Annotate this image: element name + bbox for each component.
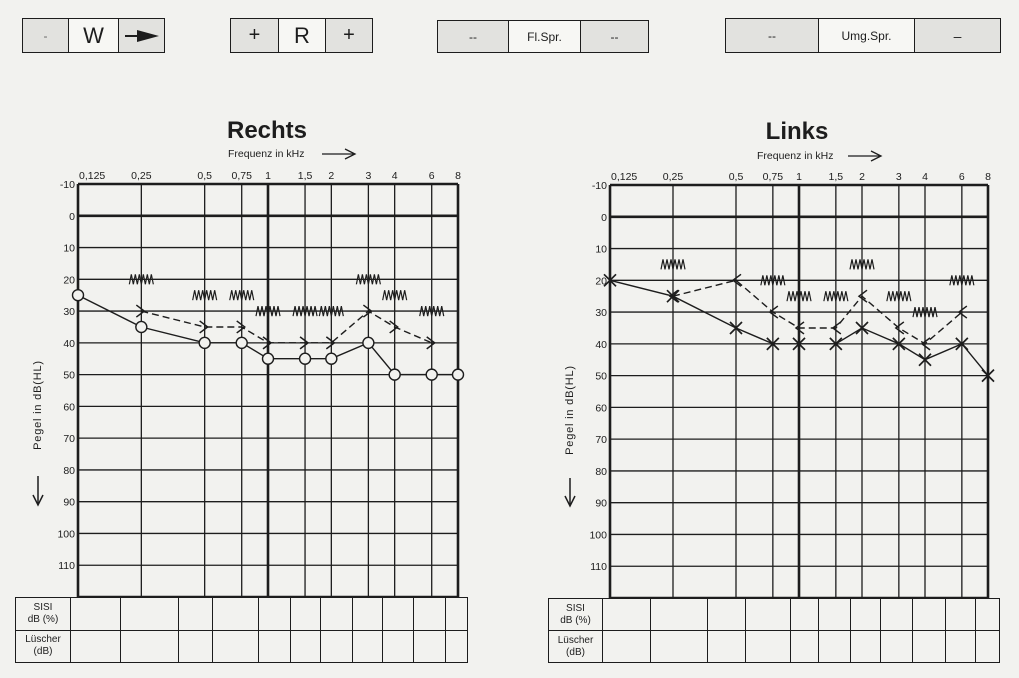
bracket-left-marker [896, 322, 904, 334]
x-tick-label: 1 [265, 170, 271, 182]
x-tick-label: 4 [391, 170, 398, 182]
audiogram-rechts-panel [32, 117, 464, 597]
audiogram-links-panel [564, 118, 994, 598]
table-value-cell [179, 631, 213, 663]
circle-marker [236, 337, 247, 348]
y-tick-label: 60 [63, 401, 75, 414]
y-tick-label: 90 [63, 496, 75, 509]
table-value-cell [603, 631, 651, 662]
table-value-cell [651, 599, 708, 630]
row-label-line2: dB (%) [560, 614, 591, 626]
table-row-label [16, 631, 71, 663]
table-value-cell [321, 631, 353, 663]
row-label-line1: SISI [566, 602, 585, 614]
table-value-cell [121, 631, 179, 663]
y-tick-label: 50 [595, 370, 607, 383]
y-tick-label: 60 [595, 402, 607, 415]
table-value-cell [71, 631, 121, 663]
x-tick-label: 2 [859, 171, 865, 183]
control-box-r-center: R [279, 19, 326, 52]
y-tick-label: 90 [595, 497, 607, 510]
y-axis-label: Pegel in dB(HL) [32, 360, 44, 450]
circle-marker [199, 337, 210, 348]
table-value-cell [291, 598, 321, 630]
x-tick-label: 0,75 [231, 170, 252, 182]
table-value-cell [746, 599, 791, 630]
sisi-luescher-table-links [548, 598, 1000, 663]
x-tick-label: 0,125 [611, 171, 638, 183]
control-box-umg-spr-right: – [915, 19, 1000, 52]
y-tick-label: 100 [589, 529, 607, 542]
control-box-fl-spr-center: Fl.Spr. [509, 21, 581, 52]
table-value-cell [708, 631, 746, 662]
control-box-fl-spr-left: -- [438, 21, 509, 52]
x-tick-label: 0,25 [662, 171, 684, 183]
circle-marker [326, 353, 337, 364]
row-label-line1: Lüscher [25, 634, 61, 646]
y-tick-label: 40 [595, 338, 607, 351]
circle-marker [389, 369, 400, 380]
x-tick-label: 0,125 [79, 170, 106, 182]
x-tick-label: 4 [922, 171, 928, 183]
table-value-cell [446, 598, 467, 630]
y-tick-label: 30 [63, 306, 75, 319]
table-row-label [549, 599, 603, 630]
y-axis-arrow-icon [33, 476, 43, 505]
y-tick-label: 20 [595, 275, 607, 288]
y-tick-label: 50 [63, 369, 75, 382]
row-label-line1: Lüscher [557, 634, 594, 646]
table-value-cell [383, 631, 414, 663]
table-value-cell [603, 599, 651, 630]
x-tick-label: 3 [895, 171, 902, 183]
control-box-r-left: + [231, 19, 279, 52]
y-tick-label: 10 [595, 243, 607, 256]
x-tick-label: 1,5 [297, 170, 313, 182]
table-value-cell [414, 631, 446, 663]
circle-marker [263, 353, 274, 364]
table-value-cell [446, 631, 467, 663]
table-row [549, 599, 999, 631]
chart-title: Rechts [226, 117, 308, 144]
sisi-luescher-table-rechts [15, 597, 468, 663]
table-value-cell [259, 598, 291, 630]
table-row-label [16, 598, 71, 630]
table-value-cell [353, 631, 383, 663]
x-tick-label: 3 [365, 170, 372, 182]
table-value-cell [121, 598, 179, 630]
table-row [549, 631, 999, 662]
x-tick-label: 1,5 [828, 171, 844, 183]
control-box-w-center: W [69, 19, 119, 52]
x-tick-label: 0,75 [762, 171, 784, 183]
control-box-umg-spr-left: -- [726, 19, 819, 52]
y-tick-label: 70 [63, 433, 75, 446]
control-box-fl-spr-right: -- [581, 21, 648, 52]
y-tick-label: 110 [58, 560, 75, 573]
table-value-cell [851, 631, 881, 662]
table-value-cell [353, 598, 383, 630]
table-value-cell [976, 599, 999, 630]
x-axis-label: Frequenz in kHz [757, 150, 834, 162]
x-tick-label: 0,5 [197, 170, 212, 182]
control-box-umg-spr-center: Umg.Spr. [819, 19, 915, 52]
y-tick-label: 100 [57, 528, 75, 541]
y-tick-label: -10 [59, 179, 75, 191]
table-value-cell [213, 631, 259, 663]
bracket-left-marker [833, 322, 841, 334]
x-tick-label: 6 [958, 171, 965, 183]
circle-marker [426, 369, 437, 380]
x-axis-arrow-icon [848, 151, 881, 161]
table-value-cell [383, 598, 414, 630]
chart-title: Links [765, 118, 829, 145]
control-box-w-left: - [23, 19, 69, 52]
x-tick-label: 8 [985, 171, 991, 183]
x-tick-label: 1 [796, 171, 802, 183]
circle-marker [136, 321, 147, 332]
y-tick-label: 80 [595, 465, 607, 478]
y-tick-label: -10 [591, 180, 607, 192]
table-value-cell [213, 598, 259, 630]
row-label-line2: (dB) [566, 646, 585, 658]
y-tick-label: 20 [63, 274, 75, 287]
table-value-cell [651, 631, 708, 662]
table-value-cell [259, 631, 291, 663]
row-label-line2: dB (%) [27, 613, 59, 625]
y-tick-label: 70 [595, 434, 607, 447]
table-value-cell [414, 598, 446, 630]
y-tick-label: 30 [595, 307, 607, 320]
table-value-cell [851, 599, 881, 630]
circle-marker [300, 353, 311, 364]
table-value-cell [946, 631, 976, 662]
y-tick-label: 40 [63, 337, 75, 350]
table-value-cell [791, 599, 819, 630]
x-tick-label: 0,5 [728, 171, 744, 183]
table-value-cell [291, 631, 321, 663]
table-row [16, 598, 467, 631]
table-value-cell [881, 599, 913, 630]
table-value-cell [913, 631, 946, 662]
table-value-cell [976, 631, 999, 662]
x-axis-label: Frequenz in kHz [228, 148, 305, 160]
plot-area [57, 170, 463, 597]
y-axis-arrow-icon [565, 478, 575, 506]
table-value-cell [819, 599, 851, 630]
table-value-cell [946, 599, 976, 630]
table-value-cell [179, 598, 213, 630]
y-tick-label: 0 [69, 210, 75, 223]
x-axis-arrow-icon [322, 149, 355, 159]
table-value-cell [819, 631, 851, 662]
plot-area [589, 171, 994, 598]
table-value-cell [791, 631, 819, 662]
circle-marker [73, 290, 84, 301]
y-axis-label: Pegel in dB(HL) [564, 365, 576, 455]
x-tick-label: 2 [328, 170, 335, 182]
table-value-cell [746, 631, 791, 662]
circle-marker [363, 337, 374, 348]
bracket-right-marker [200, 321, 208, 333]
row-label-line2: (dB) [33, 646, 53, 658]
table-value-cell [321, 598, 353, 630]
bracket-right-marker [390, 321, 398, 333]
y-tick-label: 110 [590, 561, 607, 574]
y-tick-label: 80 [63, 464, 75, 477]
row-label-line1: SISI [33, 601, 53, 613]
table-value-cell [71, 598, 121, 630]
circle-marker [453, 369, 464, 380]
y-tick-label: 0 [601, 211, 607, 224]
y-tick-label: 10 [63, 242, 75, 255]
table-row [16, 631, 467, 663]
table-value-cell [708, 599, 746, 630]
table-value-cell [881, 631, 913, 662]
x-tick-label: 6 [428, 170, 435, 182]
x-tick-label: 0,25 [131, 170, 152, 182]
table-row-label [549, 631, 603, 662]
control-box-r-right: + [326, 19, 372, 52]
x-tick-label: 8 [455, 170, 461, 182]
table-value-cell [913, 599, 946, 630]
